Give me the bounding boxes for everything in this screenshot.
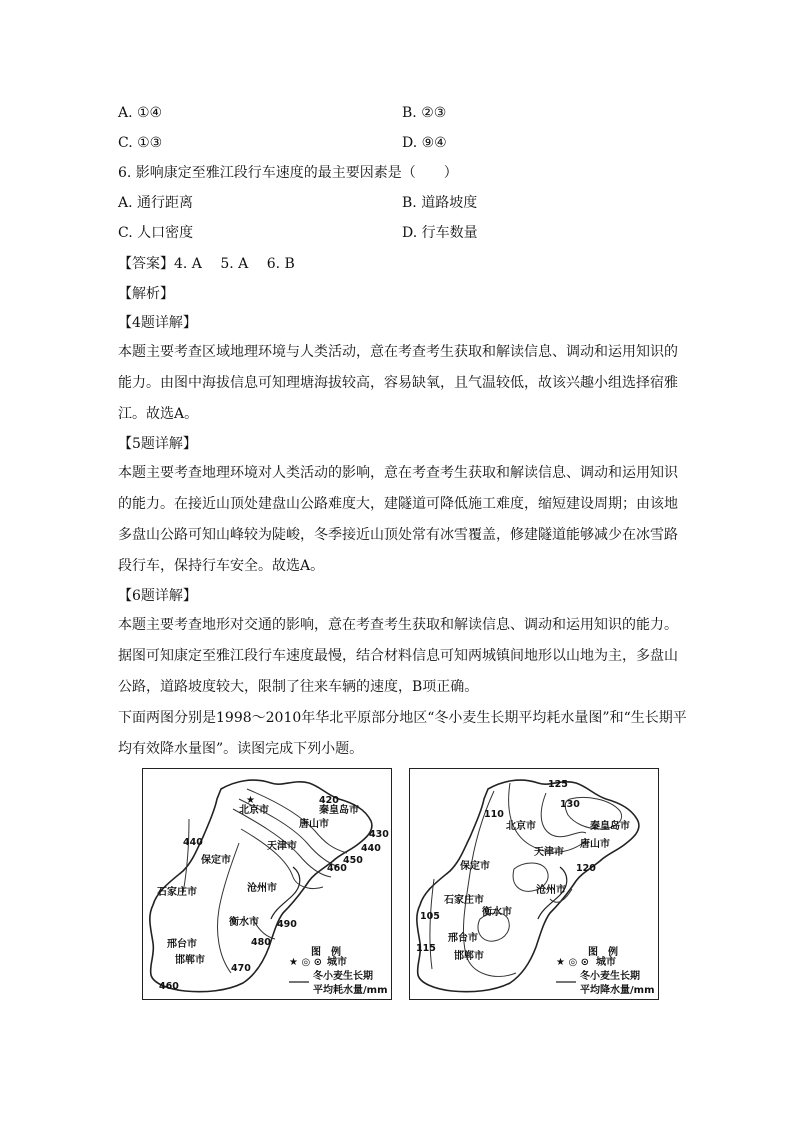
- q5-option-a: A. ①④: [118, 105, 163, 121]
- map2-contour-label: 115: [416, 943, 436, 954]
- map1-city-cangzhou: 沧州市: [247, 883, 277, 894]
- map1-city-hengshui: 衡水市: [229, 917, 259, 928]
- q6-explanation: 本题主要考查地形对交通的影响，意在考查考生获取和解读信息、调动和运用知识的能力。据图可知康定至雅江段行车速度最慢，结合材料信息可知两城镇间地形以山地为主，多盘山公路，道路坡度较大，限制了往来车辆的速度，B项正确。: [118, 617, 678, 695]
- map1-legend-title: 图 例: [311, 947, 341, 958]
- map1-beijing-star-icon: ★: [246, 795, 255, 806]
- q5-option-b: B. ②③: [402, 105, 447, 121]
- map2-city-handan: 邯郸市: [454, 951, 484, 962]
- map1-city-qinhuangdao: 秦皇岛市: [319, 805, 359, 816]
- map1-legend-city: 城市: [327, 957, 347, 968]
- map2-legend-title: 图 例: [588, 947, 618, 958]
- map1-contour-label: 480: [251, 937, 271, 948]
- map1-contour-label: 440: [361, 843, 381, 854]
- q6-option-b: B. 道路坡度: [402, 195, 478, 211]
- map1-legend-line2: 平均耗水量/mm: [313, 985, 388, 996]
- maps-intro: 下面两图分别是1998～2010年华北平原部分地区“冬小麦生长期平均耗水量图”和“生长期平均有效降水量图”。读图完成下列小题。: [118, 710, 687, 757]
- q5-explanation: 本题主要考查地理环境对人类活动的影响，意在考查考生获取和解读信息、调动和运用知识的能力。在接近山顶处建盘山公路难度大，建隧道可降低施工难度，缩短建设周期；由该地多盘山公路可知山峰较为陡峻，冬季接近山顶处常有冰雪覆盖，修建隧道能够减少在冰雪路段行车，保持行车安全。故选A。: [118, 465, 678, 574]
- map2-city-hengshui: 衡水市: [482, 907, 512, 918]
- q4-heading: 【4题详解】: [118, 315, 197, 331]
- map2-city-baoding: 保定市: [460, 861, 490, 872]
- map1-city-baoding: 保定市: [201, 855, 231, 866]
- q6-option-a: A. 通行距离: [118, 195, 194, 211]
- map1-contour-label: 420: [319, 795, 339, 806]
- map1-city-beijing: 北京市: [239, 805, 269, 816]
- map2-contour-label: 110: [484, 809, 504, 820]
- map2-legend-line1: 冬小麦生长期: [580, 971, 640, 982]
- q6-heading: 【6题详解】: [118, 588, 197, 604]
- map2-legend-city-icon: ★ ◎ ⊙: [556, 957, 590, 968]
- map1-city-tangshan: 唐山市: [299, 819, 329, 830]
- map2-city-xingtai: 邢台市: [448, 933, 478, 944]
- map1-contour-label: 430: [369, 829, 389, 840]
- map1-contour-label: 440: [183, 837, 203, 848]
- q5-option-c: C. ①③: [118, 135, 163, 151]
- map1-contour-label: 470: [231, 963, 251, 974]
- map2-city-cangzhou: 沧州市: [536, 885, 566, 896]
- map2-city-qinhuangdao: 秦皇岛市: [590, 821, 630, 832]
- map2-legend-line2: 平均降水量/mm: [580, 985, 655, 996]
- water-consumption-map: [142, 768, 392, 1000]
- q5-option-d: D. ⑨④: [402, 135, 447, 151]
- map1-city-tianjin: 天津市: [267, 841, 297, 852]
- map1-legend-line1: 冬小麦生长期: [313, 971, 373, 982]
- answer-line: 【答案】4. A 5. A 6. B: [118, 256, 295, 272]
- map2-contour-label: 125: [548, 779, 568, 790]
- q6-option-d: D. 行车数量: [402, 225, 478, 241]
- map1-contour-label: 460: [159, 981, 179, 992]
- map1-legend-city-icon: ★ ◎ ⊙: [289, 957, 323, 968]
- map2-contour-label: 120: [576, 863, 596, 874]
- map1-city-xingtai: 邢台市: [167, 939, 197, 950]
- map2-city-tianjin: 天津市: [534, 847, 564, 858]
- q5-heading: 【5题详解】: [118, 436, 197, 452]
- precipitation-map: [409, 768, 659, 1000]
- map2-contour-label: 130: [560, 799, 580, 810]
- map1-contour-label: 460: [327, 863, 347, 874]
- map1-contour-label: 490: [277, 919, 297, 930]
- q6-option-c: C. 人口密度: [118, 225, 194, 241]
- map1-city-handan: 邯郸市: [175, 955, 205, 966]
- map2-contour-label: 105: [420, 911, 440, 922]
- precipitation-map-drawing: [410, 769, 660, 1001]
- q6-stem: 6. 影响康定至雅江段行车速度的最主要因素是（ ）: [118, 165, 458, 181]
- map1-city-shijiazhuang: 石家庄市: [157, 887, 197, 898]
- map1-contour-label: 450: [343, 855, 363, 866]
- map2-city-tangshan: 唐山市: [580, 839, 610, 850]
- analysis-heading: 【解析】: [118, 286, 174, 302]
- map2-city-beijing: 北京市: [506, 821, 536, 832]
- map2-legend-city: 城市: [596, 957, 616, 968]
- map2-city-shijiazhuang: 石家庄市: [444, 895, 484, 906]
- q4-explanation: 本题主要考查区域地理环境与人类活动，意在考查考生获取和解读信息、调动和运用知识的能力。由图中海拔信息可知理塘海拔较高，容易缺氧，且气温较低，故该兴趣小组选择宿雅江。故选A。: [118, 344, 678, 422]
